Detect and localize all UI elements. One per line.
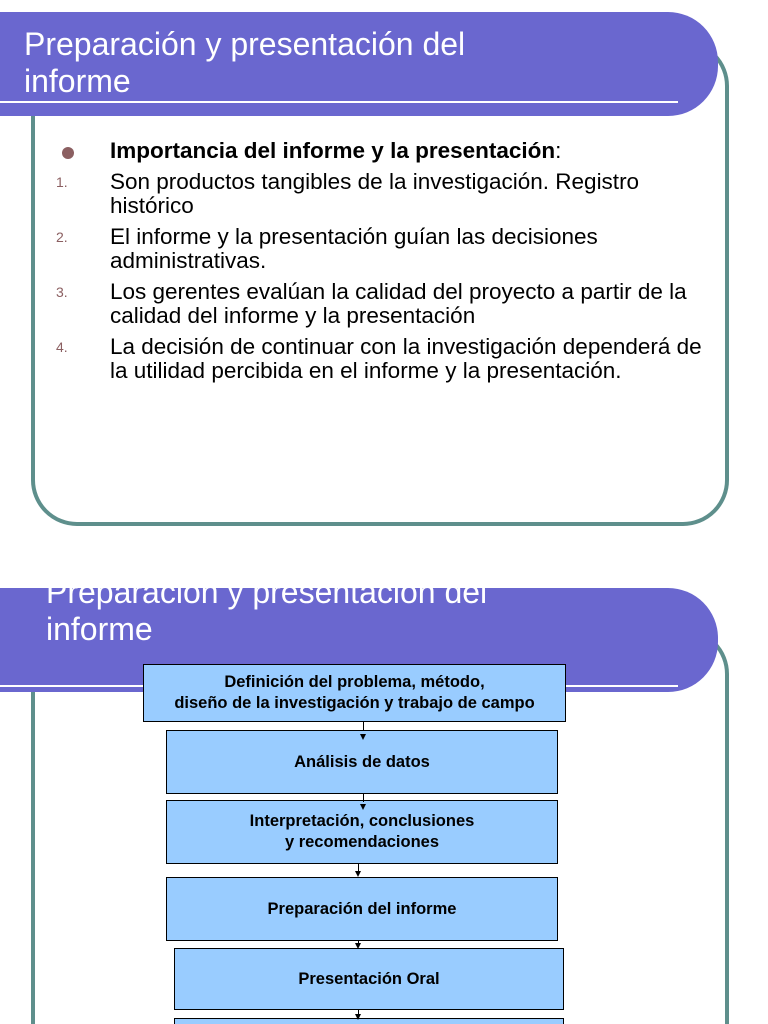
flow-arrow	[363, 794, 364, 802]
item-text: Son productos tangibles de la investigación. Registro histórico	[110, 168, 640, 218]
arrow-down-icon	[355, 943, 361, 949]
bullet-dot-icon	[62, 147, 74, 159]
flow-step-analysis: Análisis de datos	[166, 730, 558, 794]
arrow-down-icon	[355, 871, 361, 877]
arrow-down-icon	[355, 1014, 361, 1020]
flow-step-definition: Definición del problema, método, diseño de la investigación y trabajo de campo	[143, 664, 566, 722]
title-line-1: Preparación y presentación del	[24, 26, 466, 62]
title-line-1: Preparación y presentación del	[46, 574, 488, 610]
slide-2	[0, 560, 768, 1024]
heading-colon: :	[555, 138, 562, 163]
slide-title	[46, 574, 487, 648]
list-item	[56, 225, 716, 274]
slide-title	[24, 26, 465, 100]
flow-step-next	[174, 1018, 564, 1024]
arrow-down-icon	[360, 804, 366, 810]
arrow-down-icon	[360, 734, 366, 740]
item-number: 3.	[56, 283, 68, 300]
heading-text: Importancia del informe y la presentación	[110, 138, 556, 163]
bullet-list	[56, 139, 716, 390]
list-item	[56, 170, 716, 219]
list-item	[56, 280, 716, 329]
item-number: 4.	[56, 338, 68, 355]
title-line-2: informe	[24, 63, 131, 99]
flow-step-oral-presentation: Presentación Oral	[174, 948, 564, 1010]
title-underline	[0, 101, 678, 103]
flow-step-interpretation: Interpretación, conclusiones y recomendaciones	[166, 800, 558, 864]
list-item	[56, 335, 716, 384]
item-number: 1.	[56, 173, 68, 190]
title-line-2: informe	[46, 611, 153, 647]
list-heading	[56, 139, 716, 164]
item-text: El informe y la presentación guían las decisiones administrativas.	[110, 223, 598, 273]
title-bar	[0, 12, 718, 116]
flow-arrow	[363, 722, 364, 730]
item-text: Los gerentes evalúan la calidad del proyecto a partir de la calidad del informe y la presentación	[110, 278, 687, 328]
flow-step-report: Preparación del informe	[166, 877, 558, 941]
item-number: 2.	[56, 228, 68, 245]
item-text: La decisión de continuar con la investigación dependerá de la utilidad percibida en el informe y la presentación.	[110, 333, 702, 383]
